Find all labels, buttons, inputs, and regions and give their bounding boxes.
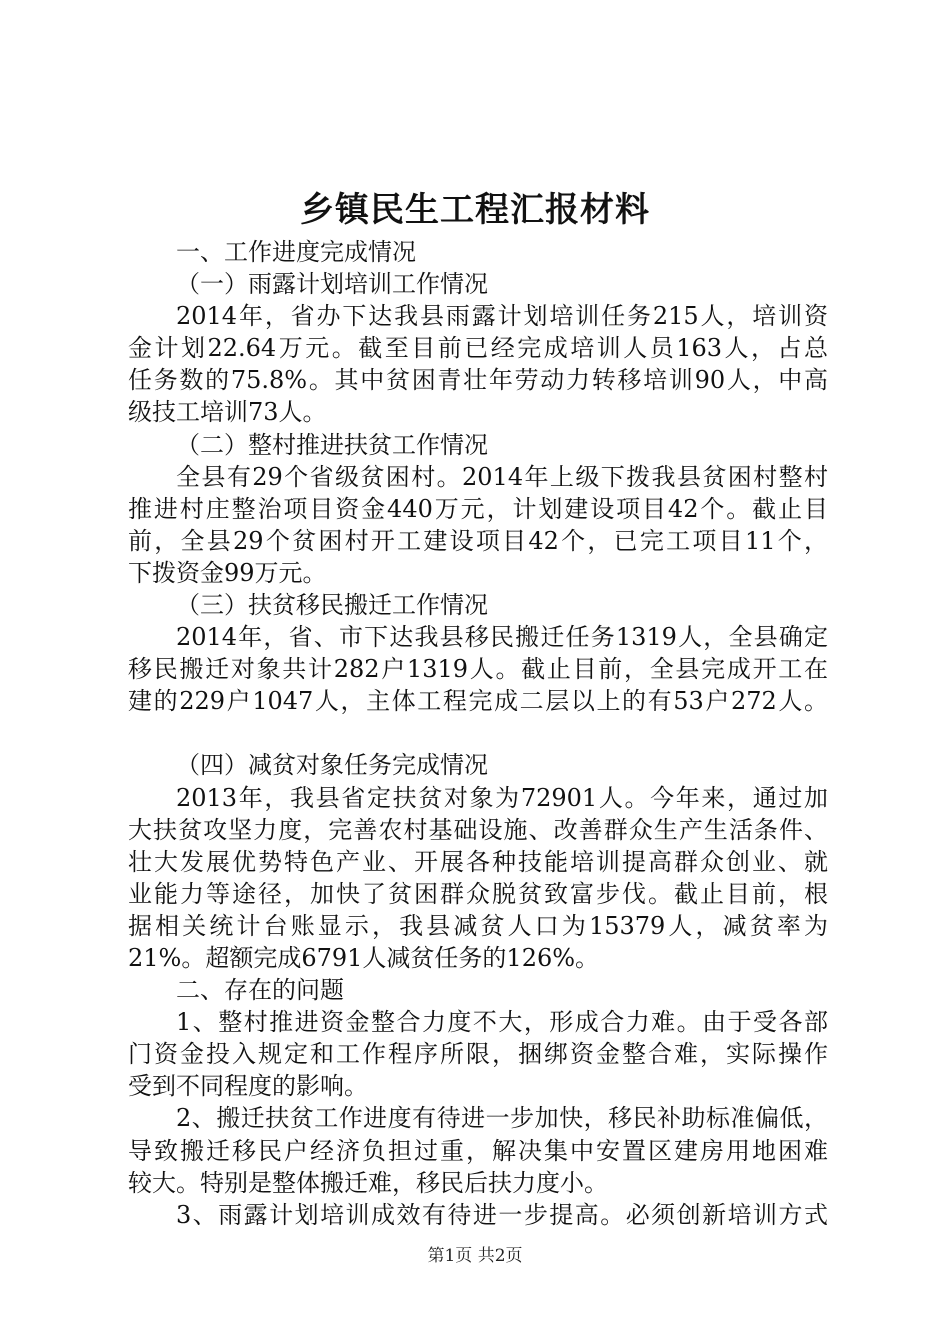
paragraph-line: 2014年，省、市下达我县移民搬迁任务1319人，全县确定 (176, 623, 828, 652)
paragraph-line: 1、整村推进资金整合力度不大，形成合力难。由于受各部 (176, 1008, 828, 1037)
paragraph-line: 门资金投入规定和工作程序所限，捆绑资金整合难，实际操作 (128, 1040, 828, 1069)
page-footer: 第1页 共2页 (427, 1246, 523, 1266)
subsection-heading: （二）整村推进扶贫工作情况 (176, 430, 488, 459)
paragraph-line: 级技工培训73人。 (128, 398, 327, 427)
paragraph-line: 受到不同程度的影响。 (128, 1072, 368, 1101)
paragraph-line: 建的229户1047人，主体工程完成二层以上的有53户272人。 (128, 687, 828, 716)
document-body (128, 236, 828, 1231)
paragraph-line: 3、雨露计划培训成效有待进一步提高。必须创新培训方式 (176, 1200, 828, 1229)
subsection-heading: （四）减贫对象任务完成情况 (176, 751, 488, 780)
paragraph-line: 全县有29个省级贫困村。2014年上级下拨我县贫困村整村 (176, 462, 828, 491)
paragraph-line: 推进村庄整治项目资金440万元，计划建设项目42个。截止目 (128, 494, 828, 523)
document-title: 乡镇民生工程汇报材料 (300, 190, 650, 230)
section-heading: 一、工作进度完成情况 (176, 238, 416, 266)
paragraph-line: 2014年，省办下达我县雨露计划培训任务215人，培训资 (176, 302, 828, 331)
subsection-heading: （三）扶贫移民搬迁工作情况 (176, 591, 488, 620)
paragraph-line: 据相关统计台账显示，我县减贫人口为15379人，减贫率为 (128, 911, 828, 940)
blank-line (128, 717, 828, 749)
paragraph-line: 移民搬迁对象共计282户1319人。截止目前，全县完成开工在 (128, 655, 828, 684)
paragraph-line: 金计划22.64万元。截至目前已经完成培训人员163人，占总 (128, 334, 828, 363)
paragraph-line: 大扶贫攻坚力度，完善农村基础设施、改善群众生产生活条件、 (128, 815, 828, 844)
paragraph-line: 2013年，我县省定扶贫对象为72901人。今年来，通过加 (176, 783, 828, 812)
subsection-heading: （一）雨露计划培训工作情况 (176, 270, 488, 299)
section-heading: 二、存在的问题 (176, 976, 344, 1005)
paragraph-line: 21%。超额完成6791人减贫任务的126%。 (128, 943, 600, 972)
paragraph-line: 2、搬迁扶贫工作进度有待进一步加快，移民补助标准偏低， (176, 1104, 828, 1133)
paragraph-line: 下拨资金99万元。 (128, 558, 327, 587)
paragraph-line: 任务数的75.8%。其中贫困青壮年劳动力转移培训90人，中高 (128, 366, 828, 395)
paragraph-line: 较大。特别是整体搬迁难，移民后扶力度小。 (128, 1168, 608, 1197)
paragraph-line: 壮大发展优势特色产业、开展各种技能培训提高群众创业、就 (128, 847, 828, 876)
paragraph-line: 业能力等途径，加快了贫困群众脱贫致富步伐。截止目前，根 (128, 879, 828, 908)
paragraph-line: 导致搬迁移民户经济负担过重，解决集中安置区建房用地困难 (128, 1136, 828, 1165)
paragraph-line: 前，全县29个贫困村开工建设项目42个，已完工项目11个， (128, 526, 828, 555)
